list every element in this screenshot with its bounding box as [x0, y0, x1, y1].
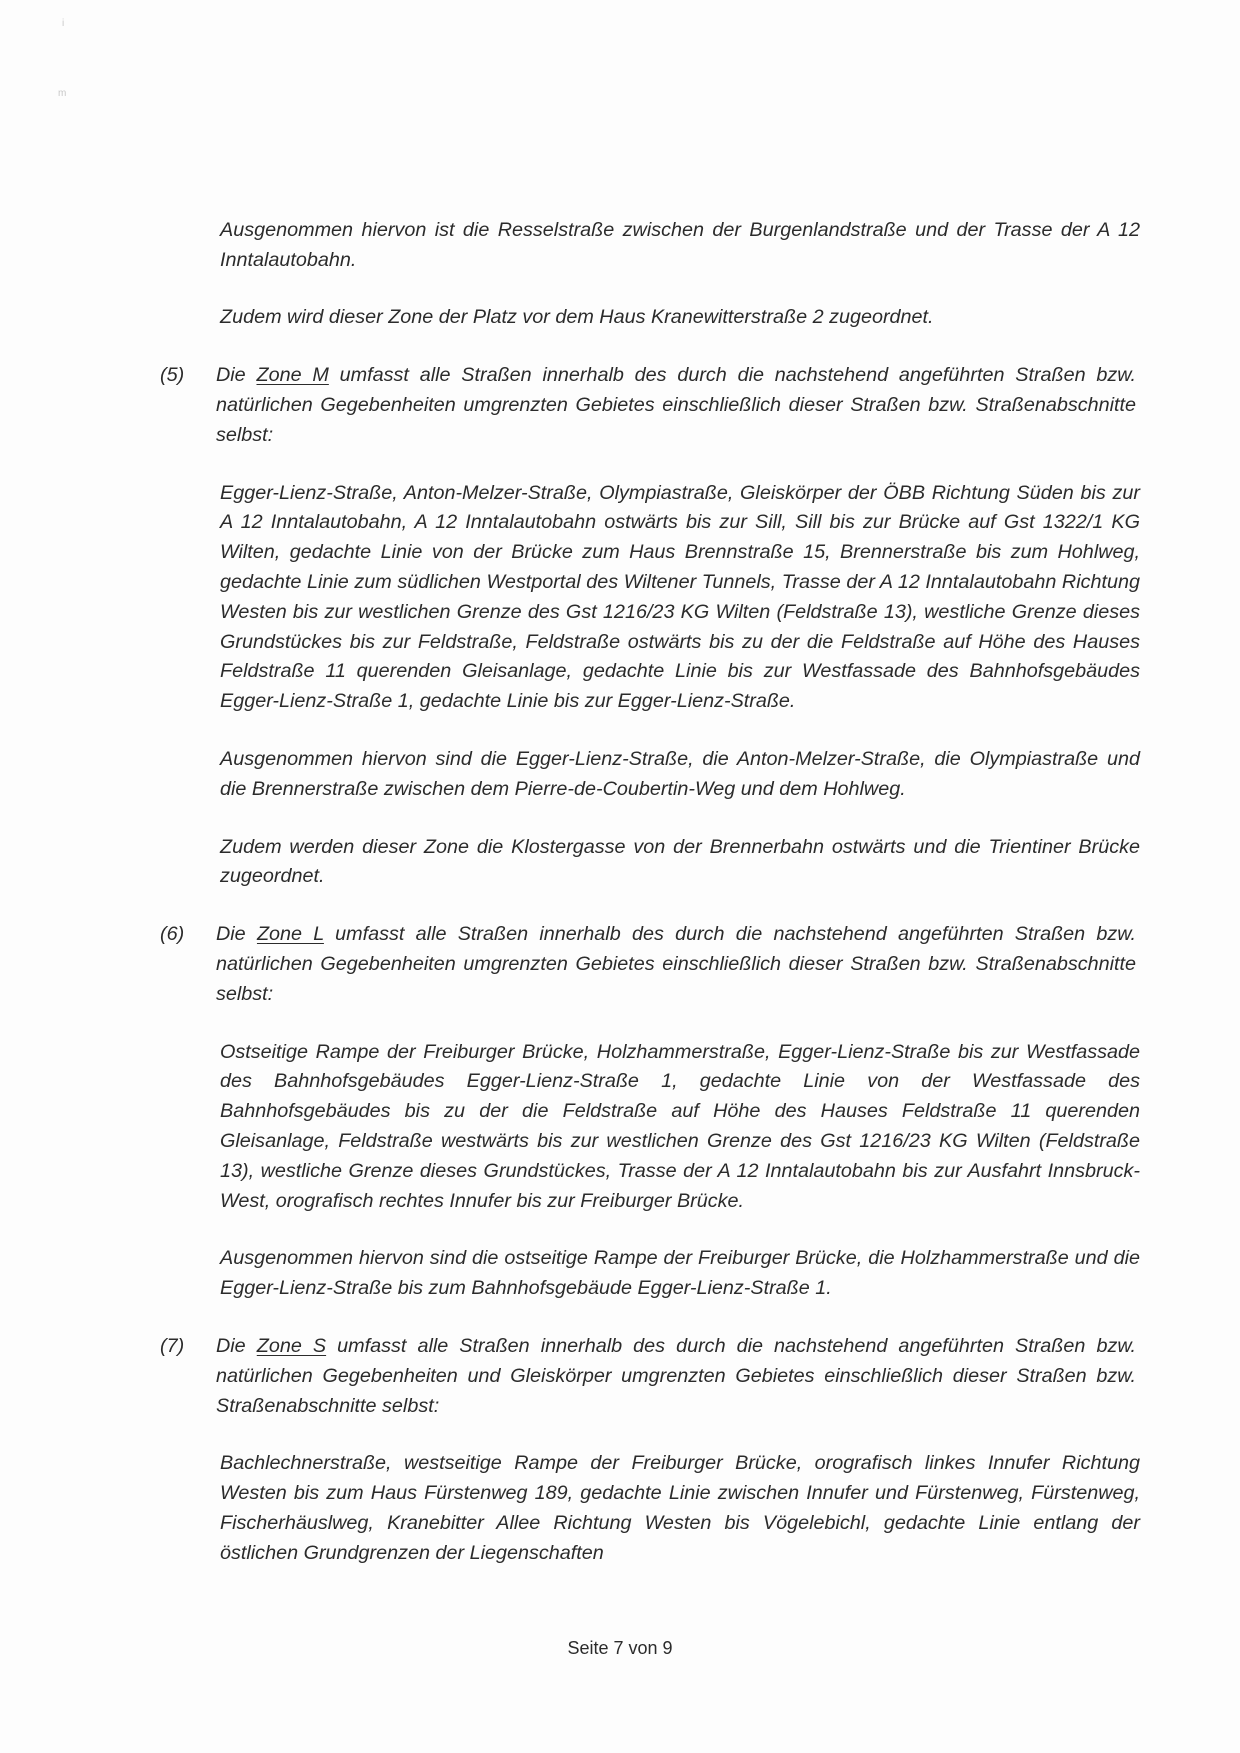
scan-artifact-mark: m: [58, 88, 67, 99]
zone-name: Zone L: [256, 923, 324, 946]
paragraph-assignment-kranewitterstrasse: Zudem wird dieser Zone der Platz vor dem Haus Kranewitterstraße 2 zugeordnet.: [220, 306, 934, 329]
paragraph-zone-l-exceptions: Ausgenommen hiervon sind die ostseitige Rampe der Freiburger Brücke, die Holzhammerstraße und die Egger-Lienz-Straße bis zum Bahnhofsgebäude Egger-Lienz-Straße 1.: [220, 1247, 1140, 1300]
paragraph-zone-m-additions: Zudem werden dieser Zone die Klostergasse von der Brennerbahn ostwärts und die Trientiner Brücke zugeordnet.: [220, 835, 1140, 888]
section-number: (5): [160, 364, 185, 387]
section-number: (7): [160, 1334, 185, 1357]
section-lead: Die: [216, 364, 246, 387]
section-6-zone-l: [160, 920, 1136, 1009]
section-number: (6): [160, 923, 185, 946]
section-text: umfasst alle Straßen innerhalb des durch die nachstehend angeführten Straßen bzw. natürlichen Gegebenheiten umgrenzten Gebietes einschließlich dieser Straßen bzw. Straßenabschnitte selbst:: [216, 364, 1137, 446]
zone-name: Zone S: [256, 1334, 327, 1357]
section-text: umfasst alle Straßen innerhalb des durch die nachstehend angeführten Straßen bzw. natürlichen Gegebenheiten umgrenzten Gebietes einschließlich dieser Straßen bzw. Straßenabschnitte selbst:: [216, 923, 1136, 1005]
paragraph-zone-l-boundary: Ostseitige Rampe der Freiburger Brücke, Holzhammerstraße, Egger-Lienz-Straße bis zur Westfassade des Bahnhofsgebäudes Egger-Lienz-Straße 1, gedachte Linie von der Westfassade des Bahnhofsgebäudes bis zu der die Feldstraße auf Höhe des Hauses Feldstraße 11 querenden Gleisanlage, Feldstraße westwärts bis zur westlichen Grenze des Gst 1216/23 KG Wilten (Feldstraße 13), westliche Grenze dieses Grundstückes, Trasse der A 12 Inntalautobahn bis zur Ausfahrt Innsbruck-West, orografisch rechtes Innufer bis zur Freiburger Brücke.: [220, 1040, 1140, 1212]
document-body: [0, 196, 1240, 1596]
section-lead: Die: [216, 1334, 246, 1357]
zone-name: Zone M: [256, 364, 329, 387]
paragraph-zone-m-exceptions: Ausgenommen hiervon sind die Egger-Lienz-Straße, die Anton-Melzer-Straße, die Olympiastraße und die Brennerstraße zwischen dem Pierre-de-Coubertin-Weg und dem Hohlweg.: [220, 747, 1140, 800]
paragraph-exception-resselstrasse: Ausgenommen hiervon ist die Resselstraße zwischen der Burgenlandstraße und der Trasse der A 12 Inntalautobahn.: [220, 218, 1140, 271]
paragraph-zone-m-boundary: Egger-Lienz-Straße, Anton-Melzer-Straße, Olympiastraße, Gleiskörper der ÖBB Richtung Süden bis zur A 12 Inntalautobahn, A 12 Inntalautobahn ostwärts bis zur Sill, Sill bis zur Brücke auf Gst 1322/1 KG Wilten, gedachte Linie von der Brücke zum Haus Brennstraße 15, Brennerstraße bis zum Hohlweg, gedachte Linie zum südlichen Westportal des Wiltener Tunnels, Trasse der A 12 Inntalautobahn Richtung Westen bis zur westlichen Grenze des Gst 1216/23 KG Wilten (Feldstraße 13), westliche Grenze dieses Grundstückes bis zur Feldstraße, Feldstraße ostwärts bis zu der die Feldstraße auf Höhe des Hauses Feldstraße 11 querenden Gleisanlage, gedachte Linie bis zur Westfassade des Bahnhofsgebäudes Egger-Lienz-Straße 1, gedachte Linie bis zur Egger-Lienz-Straße.: [220, 481, 1140, 713]
scan-artifact-mark: i: [62, 18, 65, 29]
section-5-zone-m: [160, 361, 1137, 450]
paragraph-zone-s-boundary: Bachlechnerstraße, westseitige Rampe der Freiburger Brücke, orografisch linkes Innufer Richtung Westen bis zum Haus Fürstenweg 189, gedachte Linie zwischen Innufer und Fürstenweg, Fürstenweg, Fischerhäuslweg, Kranebitter Allee Richtung Westen bis Vögelebichl, gedachte Linie entlang der östlichen Grundgrenzen der Liegenschaften: [220, 1452, 1140, 1564]
section-text: umfasst alle Straßen innerhalb des durch die nachstehend angeführten Straßen bzw. natürlichen Gegebenheiten und Gleiskörper umgrenzten Gebietes einschließlich dieser Straßen bzw. Straßenabschnitte selbst:: [216, 1334, 1137, 1417]
section-7-zone-s: [160, 1332, 1137, 1421]
page-number-footer: Seite 7 von 9: [567, 1638, 673, 1658]
section-lead: Die: [216, 923, 246, 946]
